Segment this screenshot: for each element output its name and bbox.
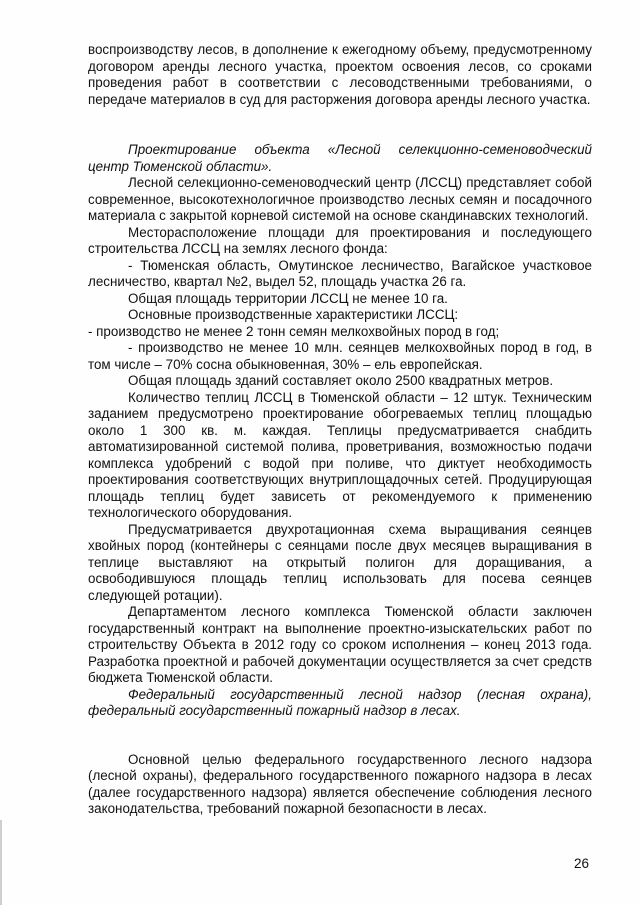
- list-item-seeds: - производство не менее 2 тонн семян мелкохвойных пород в год;: [88, 323, 500, 339]
- paragraph-location-detail: - Тюменская область, Омутинское лесничество, Вагайское участковое лесничество, квартал №2, выдел 52, площадь участка 26 га.: [88, 257, 592, 289]
- page-number: 26: [574, 856, 590, 871]
- section-heading-forest-supervision: Федеральный государственный лесной надзор (лесная охрана), федеральный государственный пожарный надзор в лесах.: [88, 686, 592, 718]
- paragraph-characteristics-intro: Основные производственные характеристики ЛССЦ:: [128, 307, 459, 322]
- scan-edge-shadow: [0, 820, 2, 905]
- paragraph-rotation-scheme: Предусматривается двухротационная схема выращивания сеянцев хвойных пород (контейнеры с сеянцами после двух месяцев выращивания в теплице выставляют на открытый полигон для доращивания, а освободившуюся площадь теплиц использовать для посева сеянцев следующей ротации).: [88, 521, 592, 603]
- section-heading-lsssc-design: Проектирование объекта «Лесной селекционно-семеноводческий центр Тюменской области».: [88, 142, 592, 174]
- paragraph-greenhouses: Количество теплиц ЛССЦ в Тюменской области – 12 штук. Техническим заданием предусмотрено проектирование обогреваемых теплиц площадью около 1 300 кв. м. каждая. Теплицы предусматривается снабдить автоматизированной системой полива, проветривания, возможностью подачи комплекса удобрений с водой при поливе, что диктует необходимость проектирования соответствующих внутриплощадочных сетей. Продуцирующая площадь теплиц будет зависеть от рекомендуемого к применению технологического оборудования.: [88, 389, 592, 520]
- page-body: [88, 42, 592, 818]
- paragraph-buildings-area: Общая площадь зданий составляет около 2500 квадратных метров.: [128, 373, 554, 388]
- paragraph-state-contract: Департаментом лесного комплекса Тюменской области заключен государственный контракт на выполнение проектно-изыскательских работ по строительству Объекта в 2012 году со сроком исполнения – конец 2013 года. Разработка проектной и рабочей документации осуществляется за счет средств бюджета Тюменской области.: [88, 604, 592, 685]
- paragraph-contract-obligations: воспроизводству лесов, в дополнение к ежегодному объему, предусмотренному договором аренды лесного участка, проектом освоения лесов, со сроками проведения работ в соответствии с лесоводственными требованиями, о передаче материалов в суд для расторжения договора аренды лесного участка.: [88, 42, 592, 107]
- paragraph-location-intro: Месторасположение площади для проектирования и последующего строительства ЛССЦ на землях лесного фонда:: [88, 224, 592, 256]
- paragraph-supervision-goal: Основной целью федерального государственного лесного надзора (лесной охраны), федерального государственного пожарного надзора в лесах (далее государственного надзора) является обеспечение соблюдения лесного законодательства, требований пожарной безопасности в лесах.: [88, 751, 592, 816]
- paragraph-lsssc-description: Лесной селекционно-семеноводческий центр (ЛССЦ) представляет собой современное, высокотехнологичное производство лесных семян и посадочного материала с закрытой корневой системой на основе скандинавских технологий.: [88, 175, 592, 223]
- list-item-seedlings: - производство не менее 10 млн. сеянцев мелкохвойных пород в год, в том числе – 70% сосна обыкновенная, 30% – ель европейская.: [88, 340, 592, 372]
- paragraph-total-area: Общая площадь территории ЛССЦ не менее 10 га.: [128, 290, 448, 306]
